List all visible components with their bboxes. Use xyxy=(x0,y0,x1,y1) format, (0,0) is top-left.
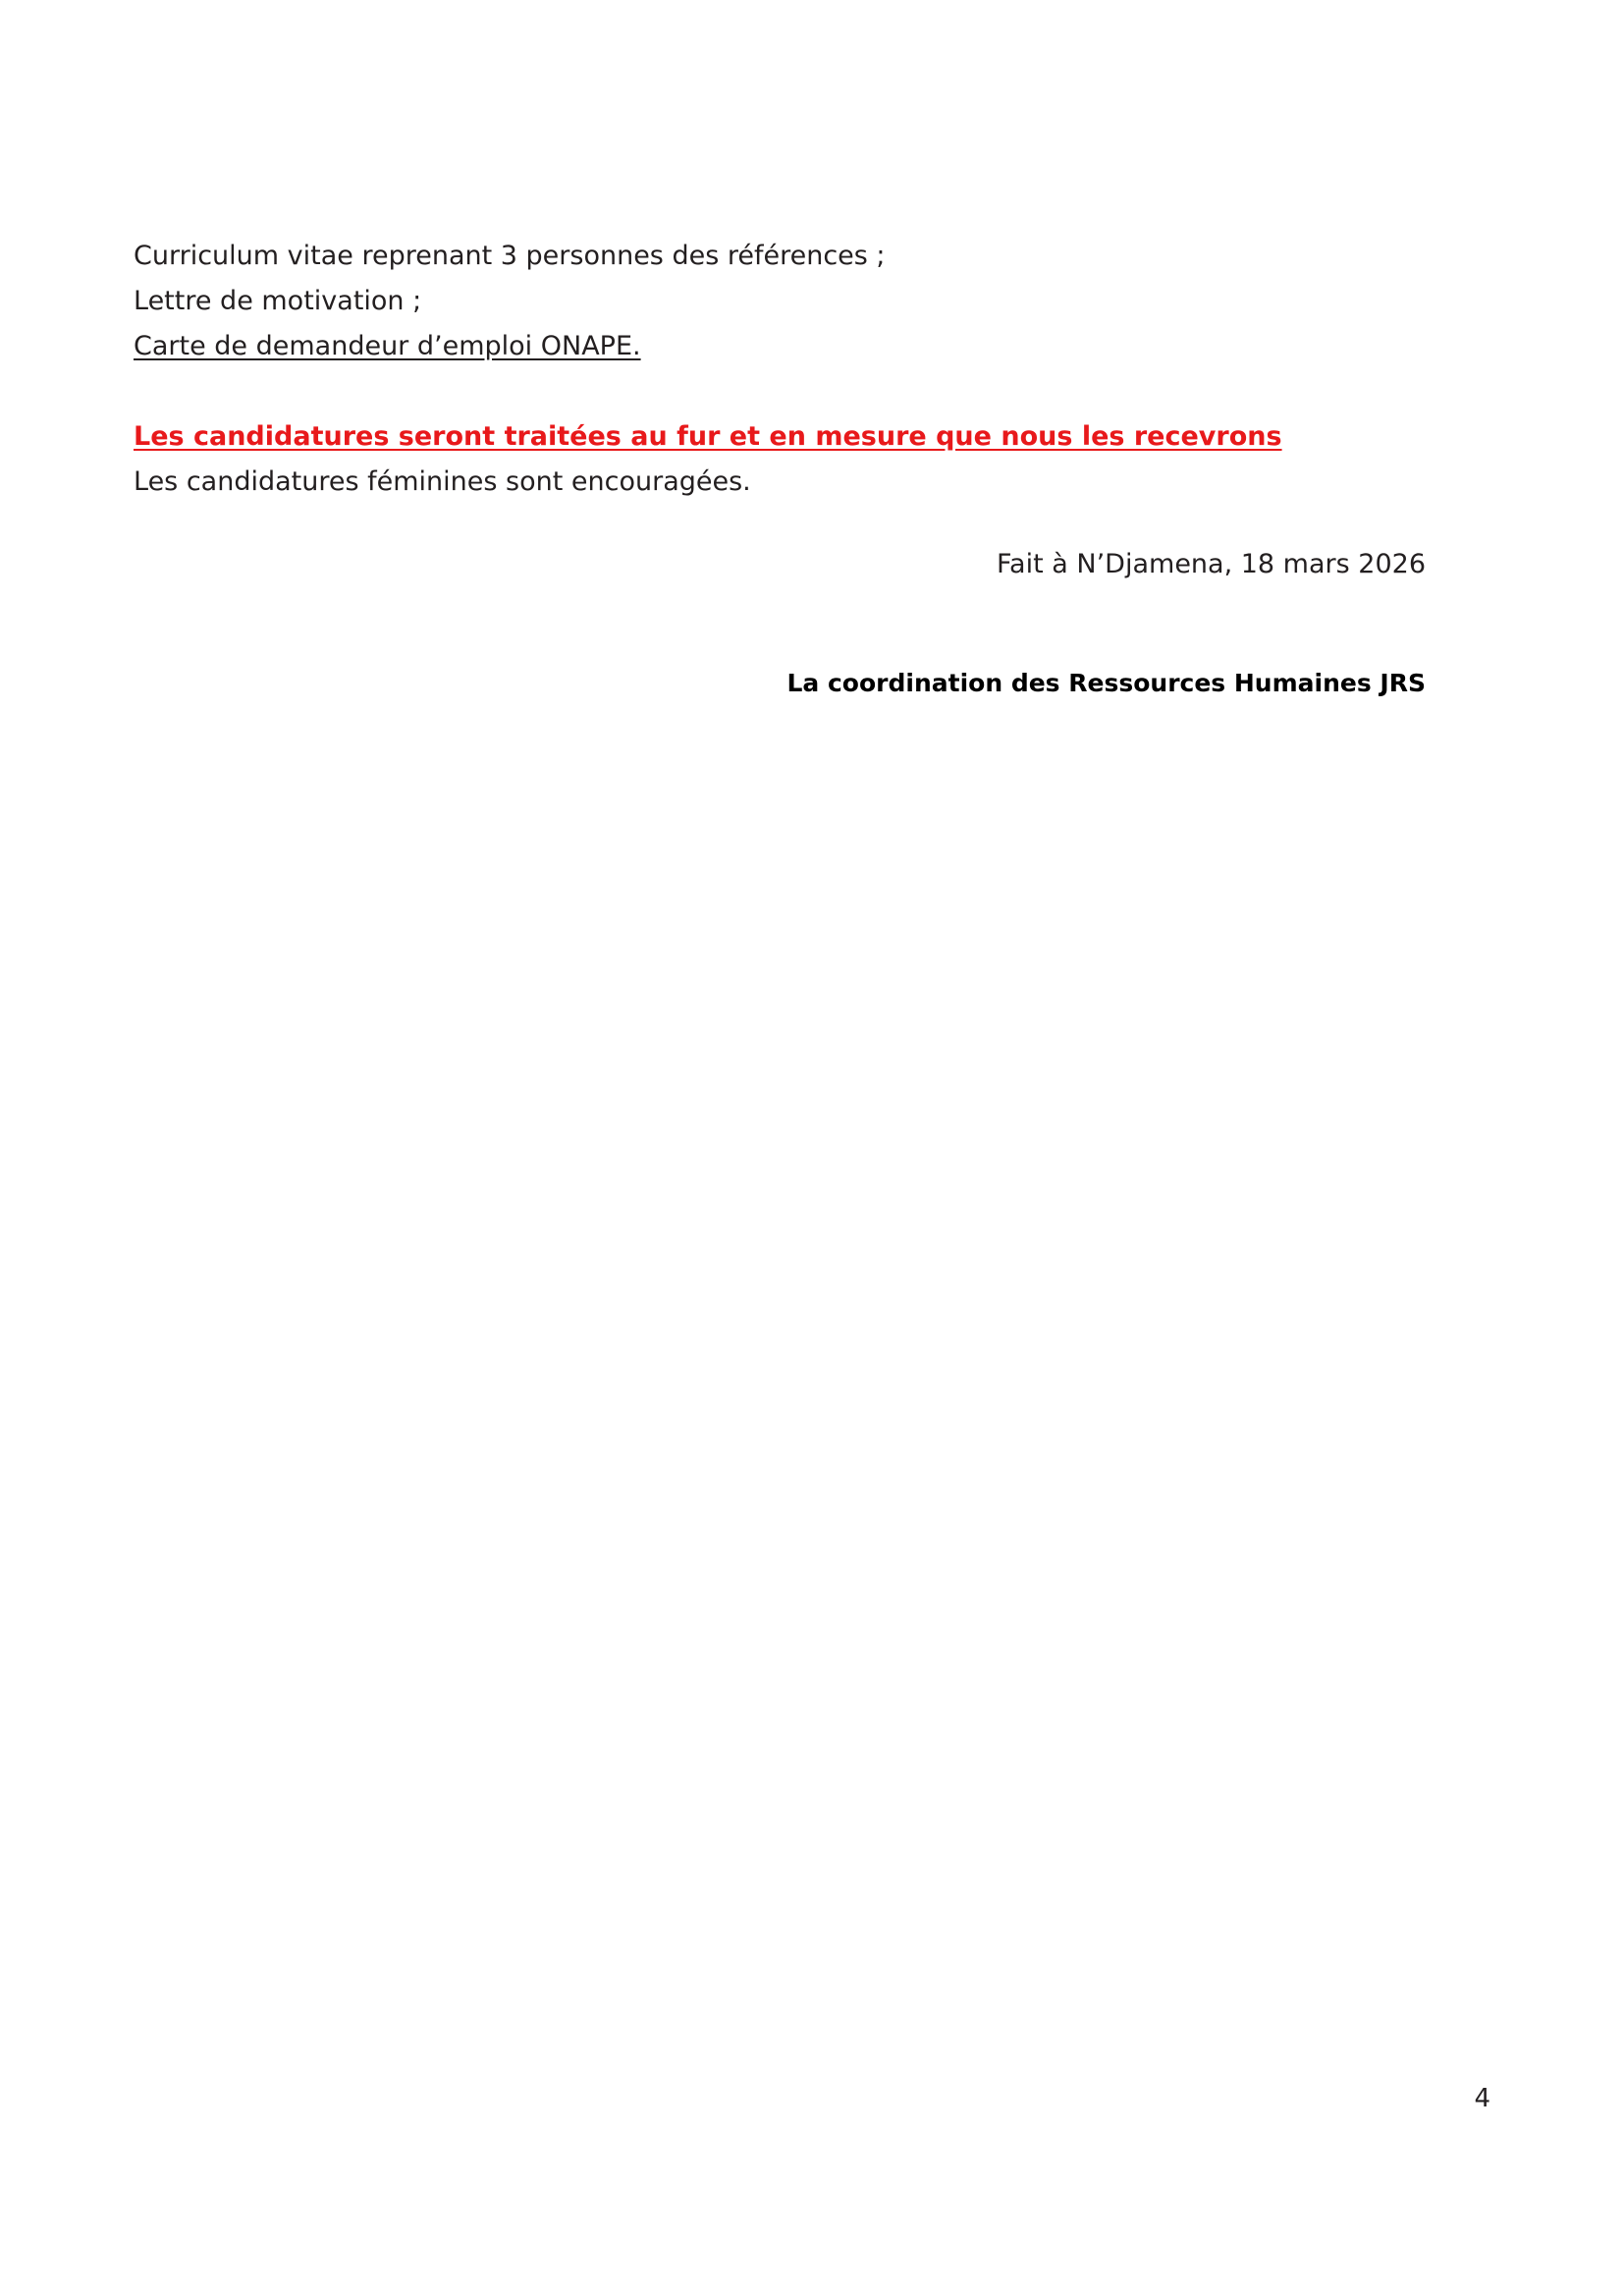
page-number: 4 xyxy=(1474,2084,1490,2113)
requirement-line-3: Carte de demandeur d’emploi ONAPE. xyxy=(134,331,641,361)
notice-women-encouraged: Les candidatures féminines sont encouragées. xyxy=(134,466,751,497)
notice-red-text: Les candidatures seront traitées au fur et en mesure que nous les recevrons xyxy=(134,421,1282,452)
signature-block: La coordination des Ressources Humaines JRS xyxy=(786,669,1426,697)
document-body xyxy=(134,234,1449,703)
requirement-line-2: Lettre de motivation ; xyxy=(134,286,422,316)
place-and-date: Fait à N’Djamena, 18 mars 2026 xyxy=(997,549,1426,579)
paragraph-spacer xyxy=(134,369,1449,414)
requirement-line-1: Curriculum vitae reprenant 3 personnes des références ; xyxy=(134,241,886,271)
